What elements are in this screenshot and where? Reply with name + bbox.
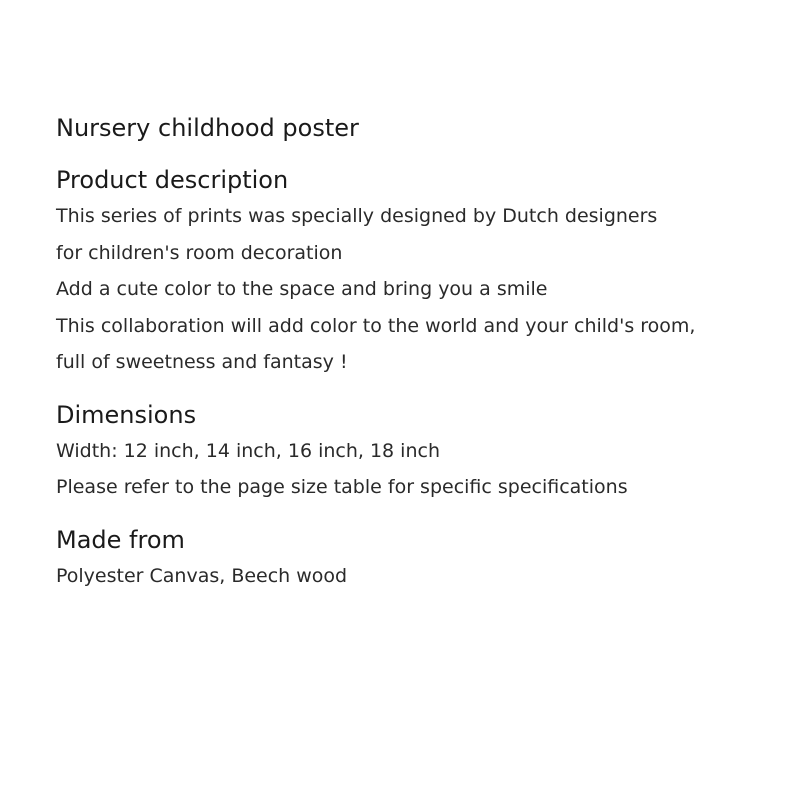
- product-description-section: [56, 162, 776, 381]
- dimensions-heading: Dimensions: [56, 400, 197, 429]
- dimensions-widths: Width: 12 inch, 14 inch, 16 inch, 18 inch: [56, 439, 440, 462]
- description-line: This series of prints was specially designed by Dutch designers: [56, 205, 658, 227]
- description-line: for children's room decoration: [56, 241, 343, 264]
- materials-section: [56, 522, 776, 595]
- description-line: Add a cute color to the space and bring you a smile: [56, 278, 548, 300]
- materials-list: Polyester Canvas, Beech wood: [56, 564, 348, 587]
- product-description-heading: Product description: [56, 166, 289, 194]
- product-details: [56, 108, 776, 610]
- materials-heading: Made from: [56, 525, 185, 554]
- dimensions-section: [56, 397, 776, 506]
- description-line: This collaboration will add color to the world and your child's room,: [56, 314, 696, 337]
- description-line: full of sweetness and fantasy !: [56, 351, 348, 373]
- page-title: Nursery childhood poster: [56, 114, 359, 142]
- dimensions-note: Please refer to the page size table for specific specifications: [56, 476, 628, 498]
